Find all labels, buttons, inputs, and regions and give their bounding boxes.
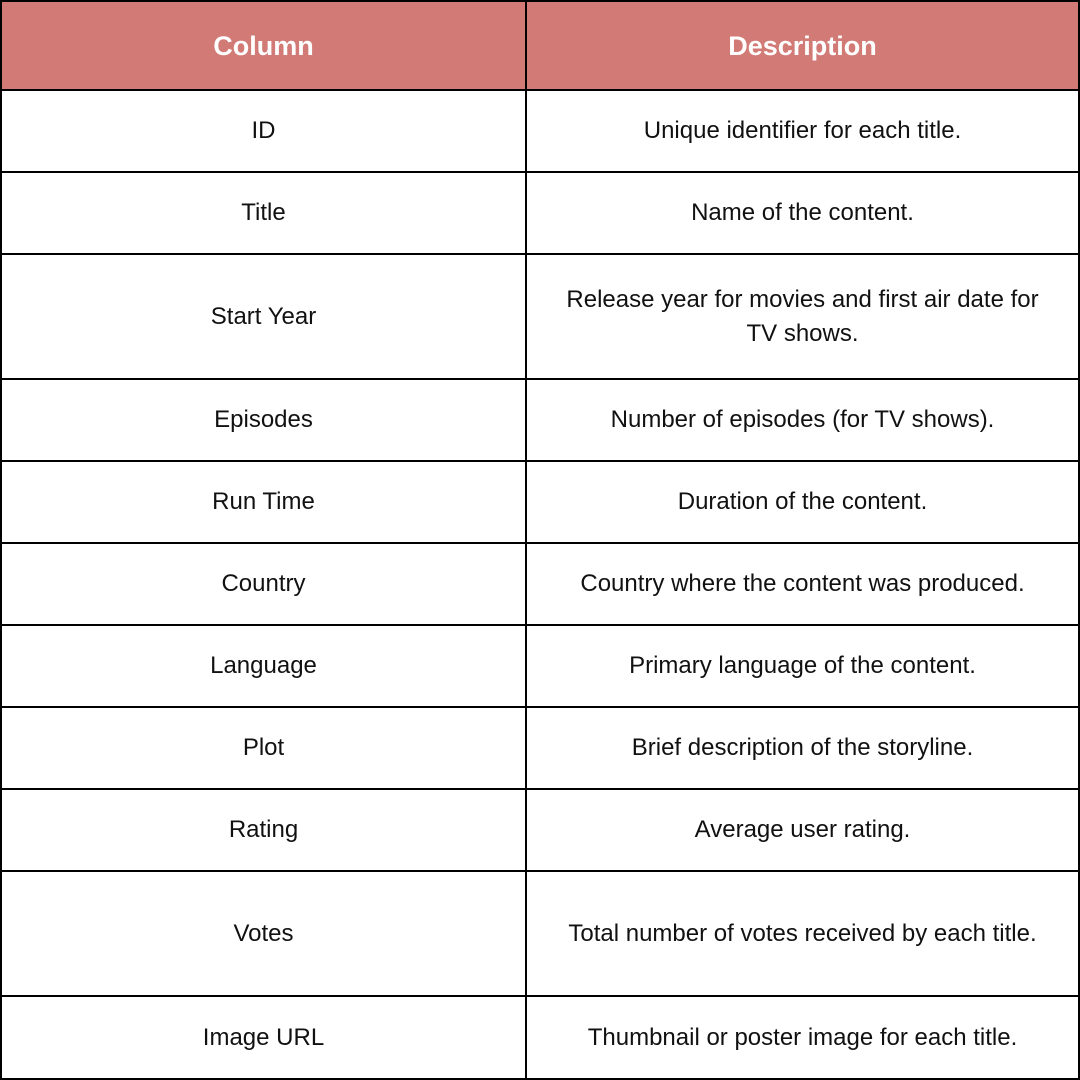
row-image-url-column: Image URL bbox=[2, 997, 527, 1078]
row-episodes-description: Number of episodes (for TV shows). bbox=[527, 380, 1078, 462]
row-id-description: Unique identifier for each title. bbox=[527, 91, 1078, 173]
row-language-description: Primary language of the content. bbox=[527, 626, 1078, 708]
row-rating-column: Rating bbox=[2, 790, 527, 872]
row-votes-column: Votes bbox=[2, 872, 527, 997]
row-start-year-column: Start Year bbox=[2, 255, 527, 380]
row-episodes-column: Episodes bbox=[2, 380, 527, 462]
row-run-time-description: Duration of the content. bbox=[527, 462, 1078, 544]
row-votes-description: Total number of votes received by each title. bbox=[527, 872, 1078, 997]
row-start-year-description: Release year for movies and first air date for TV shows. bbox=[527, 255, 1078, 380]
row-title-column: Title bbox=[2, 173, 527, 255]
row-run-time-column: Run Time bbox=[2, 462, 527, 544]
header-column: Column bbox=[2, 2, 527, 91]
row-country-description: Country where the content was produced. bbox=[527, 544, 1078, 626]
row-rating-description: Average user rating. bbox=[527, 790, 1078, 872]
row-image-url-description: Thumbnail or poster image for each title. bbox=[587, 1023, 1018, 1051]
row-country-column: Country bbox=[2, 544, 527, 626]
row-language-column: Language bbox=[2, 626, 527, 708]
header-description: Description bbox=[527, 2, 1078, 91]
row-id-column: ID bbox=[2, 91, 527, 173]
row-plot-description: Brief description of the storyline. bbox=[527, 708, 1078, 790]
row-title-description: Name of the content. bbox=[527, 173, 1078, 255]
row-plot-column: Plot bbox=[2, 708, 527, 790]
